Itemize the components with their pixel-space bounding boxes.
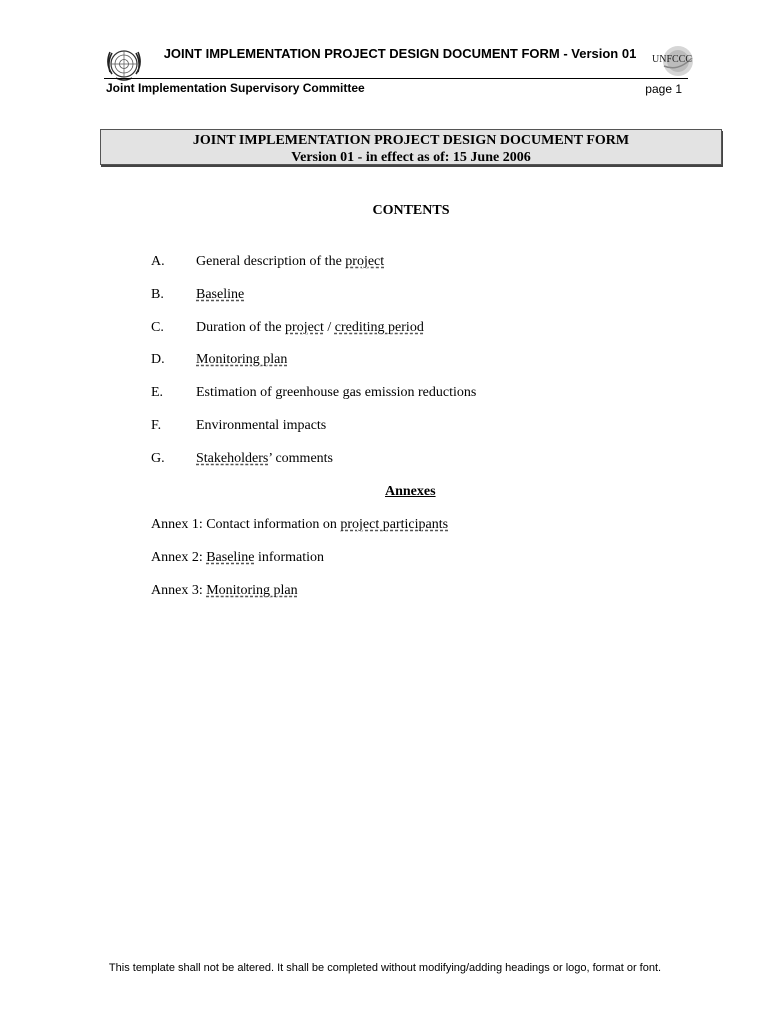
toc-title: Baseline: [196, 287, 245, 302]
toc-title: Duration of the project / crediting period: [196, 320, 424, 335]
document-version: Version 01 - in effect as of: 15 June 2006: [291, 150, 531, 165]
toc-title: Estimation of greenhouse gas emission reductions: [196, 385, 477, 400]
toc-letter: F.: [151, 418, 162, 433]
toc-letter: D.: [151, 352, 165, 367]
annexes-heading: Annexes: [385, 484, 436, 499]
toc-letter: E.: [151, 385, 164, 400]
toc-title: Monitoring plan: [196, 352, 288, 367]
document-title: JOINT IMPLEMENTATION PROJECT DESIGN DOCUMENT FORM: [192, 133, 630, 148]
toc-title: General description of the project: [196, 254, 385, 269]
committee-name: Joint Implementation Supervisory Committee: [106, 81, 365, 95]
annex-item[interactable]: Annex 1: Contact information on project participants: [151, 517, 449, 532]
toc-letter: A.: [151, 254, 165, 269]
toc-title: Stakeholders’ comments: [196, 451, 333, 466]
annex-item[interactable]: Annex 3: Monitoring plan: [151, 583, 298, 598]
unfccc-logo: [648, 42, 696, 80]
unfccc-logo-text: UNFCCC: [652, 54, 693, 65]
toc-letter: B.: [151, 287, 164, 302]
contents-heading: CONTENTS: [372, 203, 450, 218]
page-number: page 1: [645, 82, 682, 96]
toc-title: Environmental impacts: [196, 418, 327, 433]
toc-letter: G.: [151, 451, 165, 466]
header-rule: [104, 78, 688, 79]
header-title: JOINT IMPLEMENTATION PROJECT DESIGN DOCUMENT FORM - Version 01: [163, 46, 637, 61]
annex-item[interactable]: Annex 2: Baseline information: [151, 550, 325, 565]
toc-letter: C.: [151, 320, 164, 335]
footer-note: This template shall not be altered. It shall be completed without modifying/adding headings or logo, format or font.: [108, 962, 662, 974]
document-title-box: [100, 129, 722, 165]
